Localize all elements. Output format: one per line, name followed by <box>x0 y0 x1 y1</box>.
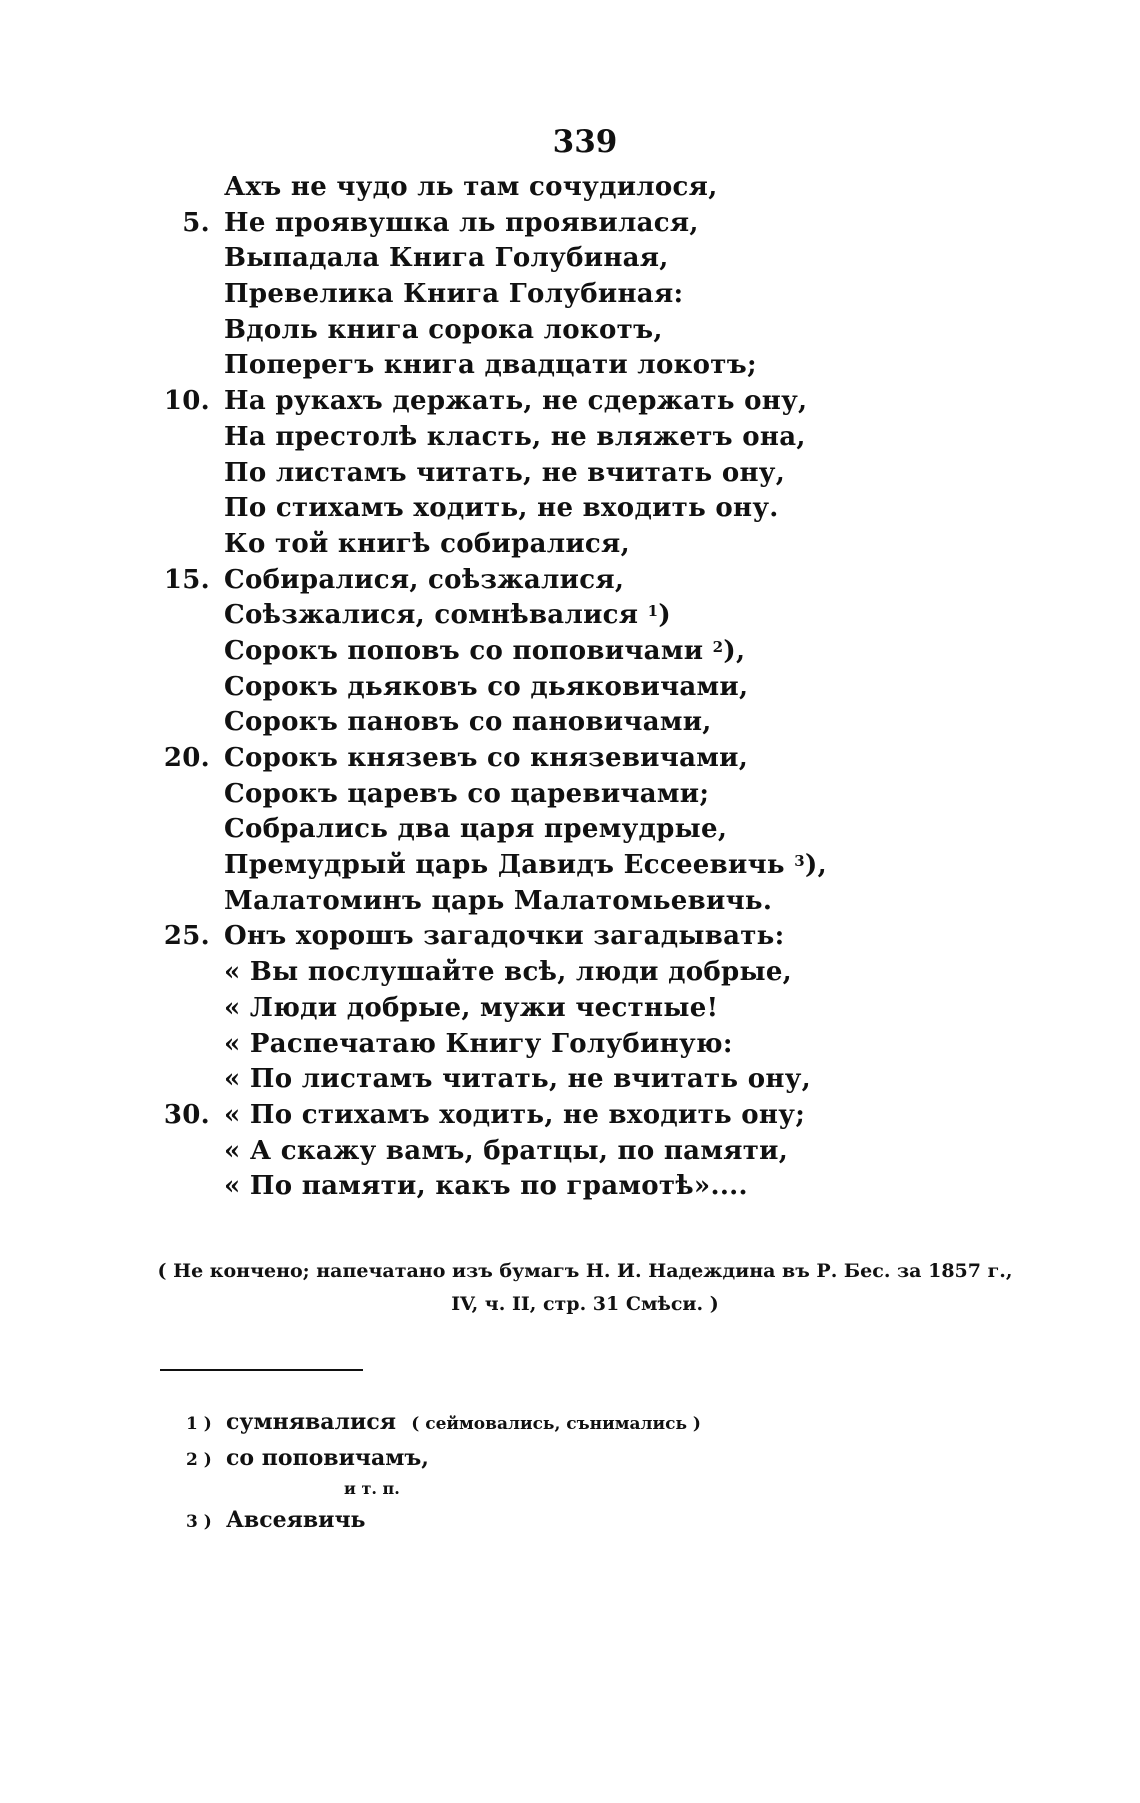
poem-line <box>0 348 1140 384</box>
line-text-main: Сорокъ дьяковъ со дьяковичами, <box>224 671 749 702</box>
line-text-main: Соѣзжалися, сомнѣвалися <box>224 600 639 631</box>
footnote-1 <box>186 1404 986 1440</box>
line-text-main: Сорокъ царевъ со царевичами; <box>224 778 710 809</box>
line-text <box>224 348 757 384</box>
poem-line <box>0 527 1140 563</box>
line-text <box>224 598 671 634</box>
poem-line <box>0 1169 1140 1205</box>
line-text <box>224 1062 811 1098</box>
line-text <box>224 884 772 920</box>
poem-line <box>0 991 1140 1027</box>
line-text <box>224 919 785 955</box>
line-text <box>224 991 718 1027</box>
line-text-main: Сорокъ поповъ со поповичами <box>224 635 704 666</box>
footnote-reference-close: ), <box>723 635 746 666</box>
line-text <box>224 670 748 706</box>
footnote-mark: 1 ) <box>186 1414 212 1434</box>
footnote-2 <box>186 1440 986 1476</box>
line-text-main: « По памяти, какъ по грамотѣ».... <box>224 1171 748 1202</box>
poem-line <box>0 456 1140 492</box>
source-note-line-1: ( Не кончено; напечатано изъ бумагъ Н. И. Надеждина въ Р. Бес. за 1857 г., <box>157 1260 1013 1282</box>
poem-line <box>0 955 1140 991</box>
poem-line <box>0 848 1140 884</box>
poem-line <box>0 1062 1140 1098</box>
poem-line <box>0 277 1140 313</box>
poem-line <box>0 884 1140 920</box>
poem-line <box>0 384 1140 420</box>
line-text-main: По стихамъ ходить, не входить ону. <box>224 493 779 524</box>
line-number: 10. <box>163 386 210 417</box>
line-text <box>224 277 683 313</box>
footnote-note: ( сеймовались, сънимались ) <box>411 1414 701 1434</box>
line-text-main: Онъ хорошъ загадочки загадывать: <box>224 921 785 952</box>
poem-line <box>0 1027 1140 1063</box>
line-text-main: Ахъ не чудо ль там сочудилося, <box>224 172 718 202</box>
line-text-main: « По стихамъ ходить, не входить ону; <box>224 1099 806 1130</box>
line-text <box>224 705 712 741</box>
footnote-text: сумнявалися <box>226 1409 396 1435</box>
poem <box>0 170 1140 1205</box>
page-number: 339 <box>552 124 618 160</box>
line-text-main: На престолѣ класть, не вляжетъ она, <box>224 421 806 452</box>
line-text-main: На рукахъ держать, не сдержать ону, <box>224 386 808 417</box>
footnote-reference: 1 <box>647 602 659 621</box>
line-text <box>224 241 669 277</box>
line-text <box>224 170 718 206</box>
poem-line <box>0 1134 1140 1170</box>
line-text-main: Не проявушка ль проявилася, <box>224 207 699 238</box>
line-text <box>224 1134 788 1170</box>
line-text-main: По листамъ читать, не вчитать ону, <box>224 457 786 488</box>
footnote-3 <box>186 1502 986 1538</box>
footnote-reference-close: ) <box>658 600 672 631</box>
footnote-reference: 3 <box>794 852 805 871</box>
line-text <box>224 777 709 813</box>
footnote-reference: 2 <box>712 637 724 656</box>
line-text <box>224 1098 805 1134</box>
poem-line <box>0 206 1140 242</box>
line-text-main: « Распечатаю Книгу Голубиную: <box>224 1028 733 1059</box>
poem-line <box>0 670 1140 706</box>
footnote-text: со поповичамъ, <box>226 1445 429 1471</box>
line-number: 5. <box>182 207 210 238</box>
line-text-main: « Люди добрые, мужи честные! <box>224 992 719 1023</box>
poem-line <box>0 420 1140 456</box>
line-text-main: Ко той книгѣ собиралися, <box>224 528 630 559</box>
line-text <box>224 1027 733 1063</box>
line-text <box>224 456 785 492</box>
line-text <box>224 563 624 599</box>
poem-line <box>0 563 1140 599</box>
line-text <box>224 527 630 563</box>
poem-line <box>0 812 1140 848</box>
source-note-line-2: IV, ч. II, стр. 31 Смѣси. ) <box>451 1293 719 1315</box>
line-number: 30. <box>163 1099 210 1130</box>
line-text <box>224 848 827 884</box>
line-text-main: Собрались два царя премудрые, <box>224 814 728 845</box>
line-text-main: Выпадала Книга Голубиная, <box>224 243 669 274</box>
line-text <box>224 206 699 242</box>
footnote-mark: 2 ) <box>186 1450 212 1470</box>
poem-line <box>0 634 1140 670</box>
line-number: 20. <box>163 743 210 773</box>
line-text-main: Собиралися, соѣзжалися, <box>224 564 625 595</box>
line-text <box>224 634 745 670</box>
line-text <box>224 491 779 527</box>
line-text <box>224 955 792 991</box>
line-text-main: Поперегъ книга двадцати локотъ; <box>224 350 757 381</box>
line-text-main: « А скажу вамъ, братцы, по памяти, <box>224 1135 789 1166</box>
line-text <box>224 384 807 420</box>
line-text-main: Сорокъ князевъ со князевичами, <box>224 743 749 773</box>
line-text-main: Вдоль книга сорока локотъ, <box>224 314 663 345</box>
line-number: 15. <box>163 564 210 595</box>
line-text <box>224 1169 748 1205</box>
poem-line <box>0 313 1140 349</box>
line-text <box>224 812 727 848</box>
line-text-main: Превелика Книга Голубиная: <box>224 279 684 310</box>
line-text-main: « По листамъ читать, не вчитать ону, <box>224 1064 812 1095</box>
line-number: 25. <box>163 921 210 952</box>
poem-line <box>0 705 1140 741</box>
line-text <box>224 420 806 456</box>
poem-line <box>0 170 1140 206</box>
source-note <box>0 1255 1140 1321</box>
poem-line <box>0 598 1140 634</box>
poem-line <box>0 741 1140 777</box>
footnotes <box>186 1404 986 1538</box>
footnote-2-continuation: и т. п. <box>344 1479 400 1498</box>
poem-line <box>0 241 1140 277</box>
line-text <box>224 741 748 777</box>
footnote-reference-close: ), <box>804 850 827 881</box>
line-text-main: Малатоминъ царь Малатомьевичь. <box>224 885 773 916</box>
poem-line <box>0 1098 1140 1134</box>
line-text <box>224 313 663 349</box>
footnote-separator-rule <box>160 1369 363 1371</box>
poem-line <box>0 919 1140 955</box>
poem-line <box>0 491 1140 527</box>
poem-line <box>0 777 1140 813</box>
line-text-main: « Вы послушайте всѣ, люди добрые, <box>224 957 793 988</box>
footnote-mark: 3 ) <box>186 1512 212 1532</box>
line-text-main: Премудрый царь Давидъ Ессеевичь <box>224 850 785 881</box>
footnote-text: Авсеявичь <box>226 1507 366 1533</box>
line-text-main: Сорокъ пановъ со пановичами, <box>224 707 712 738</box>
